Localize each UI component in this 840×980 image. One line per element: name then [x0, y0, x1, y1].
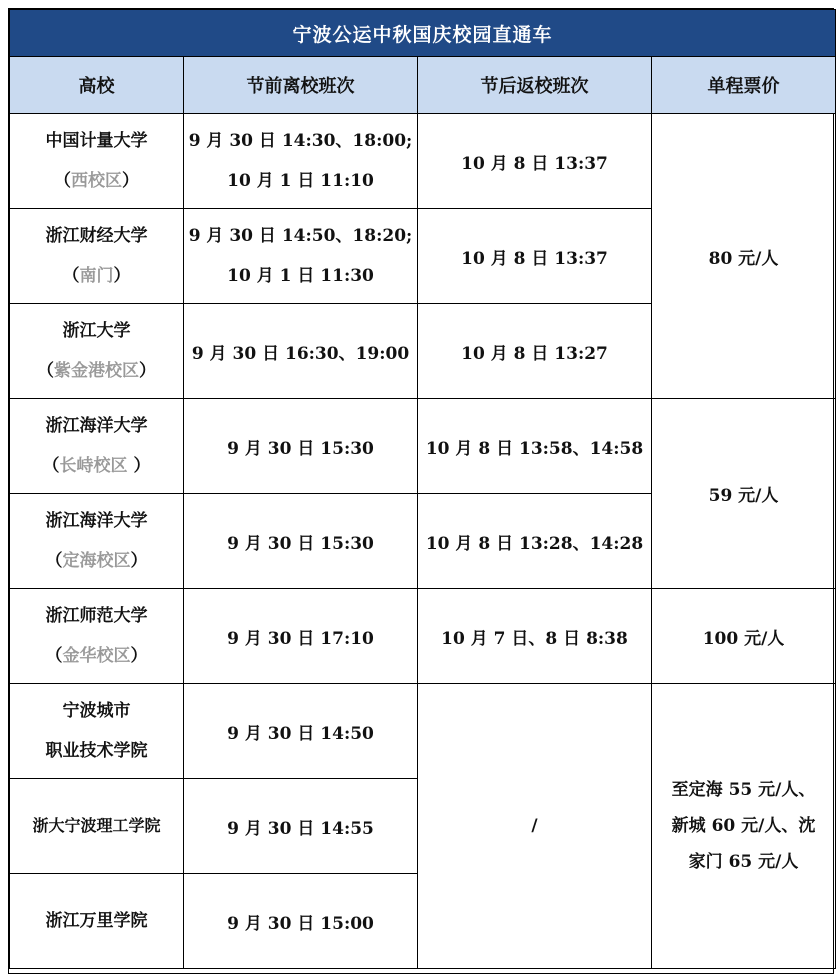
- header-row: [10, 57, 836, 114]
- depart-time: 10 月 1 日 11:30: [227, 266, 374, 286]
- depart-time: 9 月 30 日 14:50、18:20;: [188, 226, 413, 246]
- return-cell: 10 月 8 日 13:58、14:58: [418, 399, 652, 494]
- depart-cell: 9 月 30 日 14:50: [184, 684, 418, 779]
- campus-name: （西校区）: [54, 171, 139, 191]
- depart-cell: 9 月 30 日 15:30: [184, 494, 418, 589]
- school-name: 浙江海洋大学: [45, 416, 148, 436]
- price-cell: [652, 684, 836, 969]
- price-cell: 59 元/人: [652, 399, 836, 589]
- header-depart: 节前离校班次: [184, 57, 418, 114]
- price-line: 新城 60 元/人、沈: [671, 816, 816, 836]
- return-cell-merged: /: [418, 684, 652, 969]
- price-cell: 100 元/人: [652, 589, 836, 684]
- depart-time: 10 月 1 日 11:10: [227, 171, 374, 191]
- table-row: [10, 114, 836, 209]
- table-title: 宁波公运中秋国庆校园直通车: [10, 10, 836, 57]
- depart-cell: [184, 114, 418, 209]
- table-row: [10, 399, 836, 494]
- school-cell: [10, 779, 184, 874]
- depart-cell: 9 月 30 日 14:55: [184, 779, 418, 874]
- school-name: 浙江大学: [62, 321, 131, 341]
- campus-name: （金华校区）: [45, 646, 148, 666]
- table-row: [10, 684, 836, 779]
- school-name: 浙大宁波理工学院: [32, 816, 161, 835]
- schedule-table: [9, 9, 836, 969]
- return-cell: 10 月 8 日 13:37: [418, 209, 652, 304]
- depart-cell: 9 月 30 日 15:00: [184, 874, 418, 969]
- header-return: 节后返校班次: [418, 57, 652, 114]
- school-name: 中国计量大学: [45, 131, 148, 151]
- school-name: 浙江海洋大学: [45, 511, 148, 531]
- campus-name: （长峙校区 ）: [42, 456, 151, 476]
- campus-name: （紫金港校区）: [37, 361, 156, 381]
- schedule-table-frame: [8, 8, 834, 974]
- school-cell: [10, 304, 184, 399]
- return-cell: 10 月 8 日 13:27: [418, 304, 652, 399]
- depart-cell: [184, 209, 418, 304]
- return-cell: 10 月 8 日 13:28、14:28: [418, 494, 652, 589]
- school-name: 职业技术学院: [45, 741, 148, 761]
- depart-cell: 9 月 30 日 17:10: [184, 589, 418, 684]
- return-cell: 10 月 8 日 13:37: [418, 114, 652, 209]
- school-cell: [10, 874, 184, 969]
- school-cell: [10, 684, 184, 779]
- school-name: 宁波城市: [62, 701, 131, 721]
- price-line: 至定海 55 元/人、: [671, 780, 816, 800]
- school-cell: [10, 114, 184, 209]
- school-cell: [10, 494, 184, 589]
- campus-name: （定海校区）: [45, 551, 148, 571]
- school-cell: [10, 209, 184, 304]
- return-cell: 10 月 7 日、8 日 8:38: [418, 589, 652, 684]
- school-cell: [10, 589, 184, 684]
- depart-cell: 9 月 30 日 16:30、19:00: [184, 304, 418, 399]
- table-row: [10, 589, 836, 684]
- price-line: 家门 65 元/人: [688, 852, 799, 872]
- school-name: 浙江财经大学: [45, 226, 148, 246]
- school-cell: [10, 399, 184, 494]
- price-cell: 80 元/人: [652, 114, 836, 399]
- header-price: 单程票价: [652, 57, 836, 114]
- depart-time: 9 月 30 日 14:30、18:00;: [188, 131, 413, 151]
- school-name: 浙江万里学院: [45, 911, 148, 931]
- campus-name: （南门）: [62, 266, 131, 286]
- depart-cell: 9 月 30 日 15:30: [184, 399, 418, 494]
- title-row: [10, 10, 836, 57]
- header-school: 高校: [10, 57, 184, 114]
- school-name: 浙江师范大学: [45, 606, 148, 626]
